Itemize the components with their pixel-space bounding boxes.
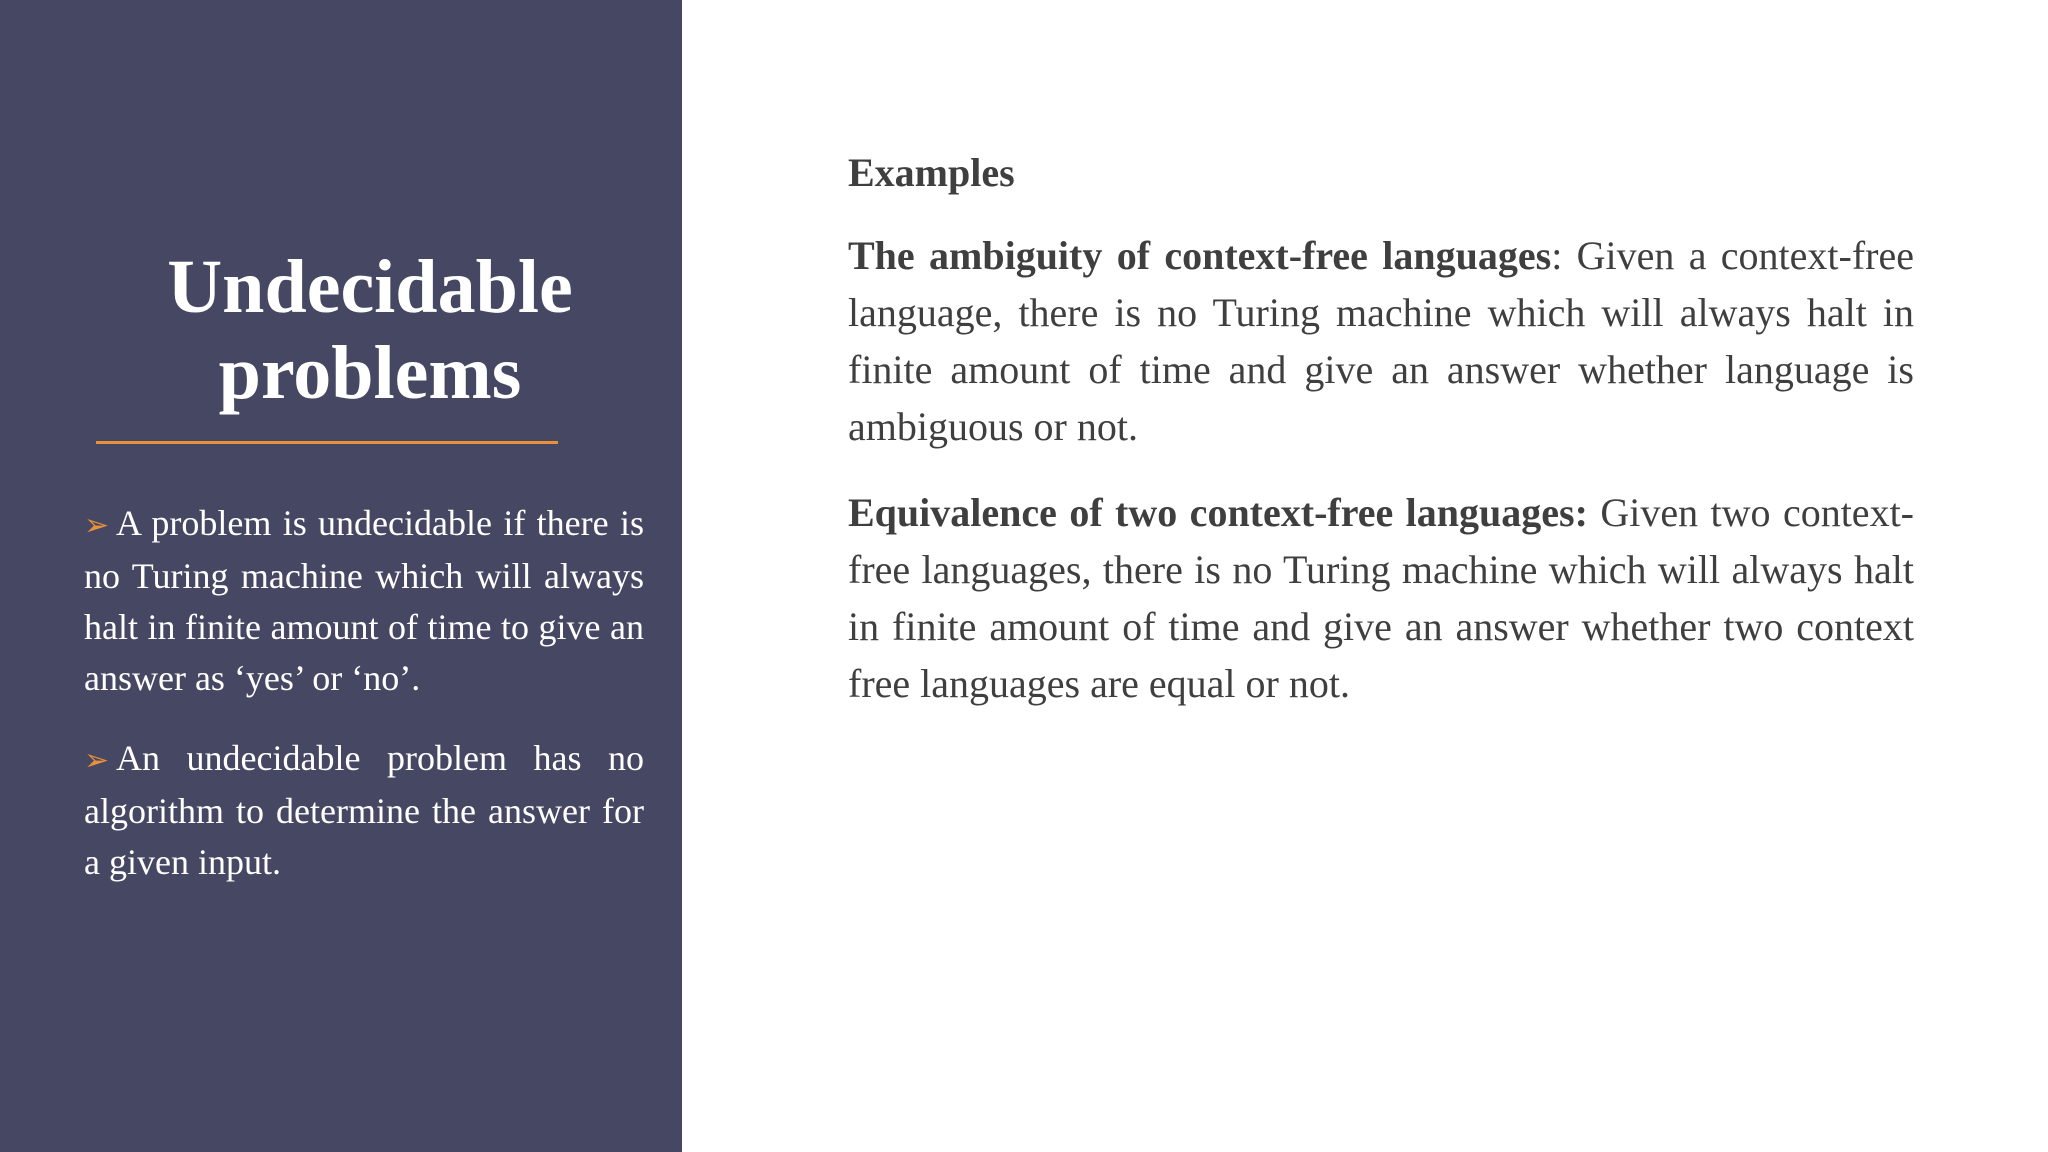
example-term: The ambiguity of context-free languages [848, 233, 1552, 278]
examples-section [848, 145, 1914, 741]
example-paragraph [848, 227, 1914, 455]
example-paragraph [848, 484, 1914, 712]
title-underline [96, 441, 558, 444]
bullet-item [84, 498, 644, 704]
example-text: : Given a context-free language, there is no Turing machine which will always halt in finite amount of time and give an answer whether language is ambiguous or not. [848, 233, 1915, 449]
bullet-text: An undecidable problem has no algorithm to determine the answer for a given input. [84, 738, 644, 882]
arrow-bullet-icon: ➢ [84, 744, 110, 777]
examples-heading: Examples [848, 150, 1015, 195]
example-term: Equivalence of two context-free languages: [848, 490, 1588, 535]
bullet-item [84, 733, 644, 888]
slide-title: Undecidable problems [167, 245, 573, 415]
bullet-list [84, 498, 644, 917]
example-text: Given two context-free languages, there is no Turing machine which will always halt in finite amount of time and give an answer whether two context free languages are equal or not. [848, 490, 1914, 706]
left-panel [0, 0, 682, 1152]
bullet-text: A problem is undecidable if there is no Turing machine which will always halt in finite amount of time to give an answer as ‘yes’ or ‘no’. [84, 503, 644, 698]
arrow-bullet-icon: ➢ [84, 509, 110, 542]
